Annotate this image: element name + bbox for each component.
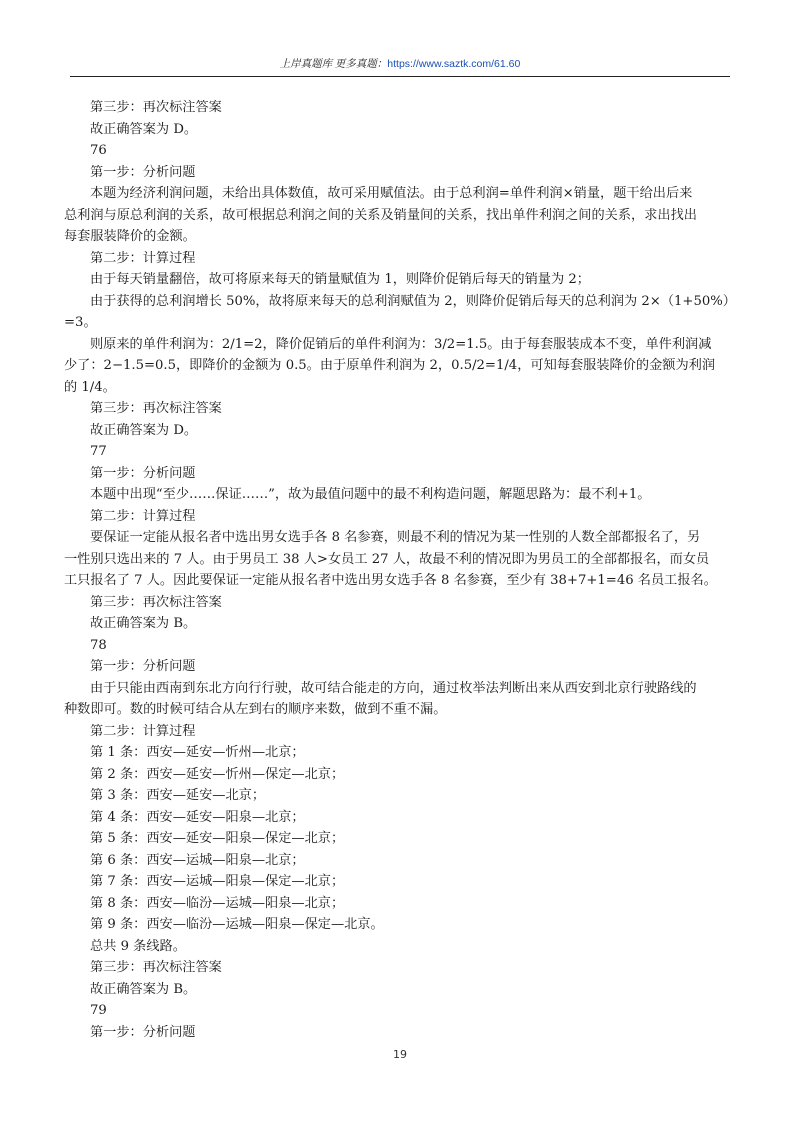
route-line: 第 9 条：西安—临汾—运城—阳泉—保定—北京。 — [90, 917, 384, 932]
route-line: 第 2 条：西安—延安—忻州—保定—北京； — [90, 766, 345, 782]
step-heading: 第二步：计算过程 — [90, 250, 196, 266]
route-line: 第 1 条：西安—延安—忻州—北京； — [90, 745, 305, 760]
body-text: =3。 — [64, 315, 97, 330]
body-text: 一性别只选出来的 7 人。由于男员工 38 人>女员工 27 人，故最不利的情况即为男员工的全部都报名，而女员 — [64, 551, 710, 567]
route-line: 第 7 条：西安—运城—阳泉—保定—北京； — [90, 874, 345, 889]
answer-line: 故正确答案为 D。 — [90, 121, 198, 137]
body-text: 要保证一定能从报名者中选出男女选手各 8 名参赛，则最不利的情况为某一性别的人数全部都报名了，另 — [90, 530, 701, 545]
page-number: 19 — [393, 1048, 407, 1061]
answer-line: 故正确答案为 D。 — [90, 422, 198, 438]
step-heading: 第三步：再次标注答案 — [90, 401, 222, 416]
step-heading: 第二步：计算过程 — [90, 508, 196, 524]
body-text: 则原来的单件利润为：2/1=2，降价促销后的单件利润为：3/2=1.5。由于每套服装成本不变，单件利润减 — [90, 336, 712, 352]
step-heading: 第一步：分析问题 — [90, 659, 196, 674]
step-heading: 第三步：再次标注答案 — [90, 100, 222, 115]
body-text: 本题为经济利润问题，未给出具体数值，故可采用赋值法。由于总利润=单件利润×销量，题干给出后来 — [90, 186, 693, 201]
header-prefix: 上岸真题库 更多真题： — [279, 59, 388, 70]
body-text: 由于每天销量翻倍，故可将原来每天的销量赋值为 1，则降价促销后每天的销量为 2； — [90, 272, 590, 287]
route-line: 第 6 条：西安—运城—阳泉—北京； — [90, 852, 305, 868]
body-text: 的 1/4。 — [64, 379, 116, 395]
question-number: 77 — [90, 444, 107, 459]
body-text: 本题中出现“至少……保证……”，故为最值问题中的最不利构造问题，解题思路为：最不利+1。 — [90, 487, 651, 502]
step-heading: 第一步：分析问题 — [90, 164, 196, 180]
step-heading: 第二步：计算过程 — [90, 723, 196, 739]
answer-line: 故正确答案为 B。 — [90, 981, 197, 997]
question-number: 79 — [90, 1003, 107, 1018]
body-text: 总共 9 条线路。 — [90, 938, 186, 954]
question-number: 76 — [90, 143, 107, 158]
body-text: 由于获得的总利润增长 50%，故将原来每天的总利润赋值为 2，则降价促销后每天的总利润为 2×（1+50%） — [90, 293, 736, 309]
step-heading: 第一步：分析问题 — [90, 1024, 196, 1040]
body-text: 工只报名了 7 人。因此要保证一定能从报名者中选出男女选手各 8 名参赛，至少有 38+7+1=46 名员工报名。 — [64, 573, 717, 588]
answer-line: 故正确答案为 B。 — [90, 616, 197, 631]
route-line: 第 5 条：西安—延安—阳泉—保定—北京； — [90, 831, 345, 846]
body-text: 少了：2−1.5=0.5，即降价的金额为 0.5。由于原单件利润为 2，0.5/2=1/4，可知每套服装降价的金额为利润 — [64, 358, 716, 373]
header-divider — [70, 76, 730, 77]
step-heading: 第三步：再次标注答案 — [90, 960, 222, 975]
question-number: 78 — [90, 637, 107, 653]
header-link[interactable]: https://www.saztk.com/61.60 — [387, 58, 521, 70]
step-heading: 第一步：分析问题 — [90, 465, 196, 481]
route-line: 第 3 条：西安—延安—北京； — [90, 788, 266, 803]
body-text: 每套服装降价的金额。 — [64, 229, 196, 244]
page-header — [70, 56, 730, 76]
step-heading: 第三步：再次标注答案 — [90, 594, 222, 610]
body-text: 由于只能由西南到东北方向行行驶，故可结合能走的方向，通过枚举法判断出来从西安到北京行驶路线的 — [90, 680, 697, 696]
route-line: 第 4 条：西安—延安—阳泉—北京； — [90, 809, 305, 825]
document-body — [64, 97, 740, 1043]
body-text: 总利润与原总利润的关系，故可根据总利润之间的关系及销量间的关系，找出单件利润之间的关系，求出找出 — [64, 207, 697, 223]
route-line: 第 8 条：西安—临汾—运城—阳泉—北京； — [90, 895, 345, 911]
body-text: 种数即可。数的时候可结合从左到右的顺序来数，做到不重不漏。 — [64, 702, 447, 717]
